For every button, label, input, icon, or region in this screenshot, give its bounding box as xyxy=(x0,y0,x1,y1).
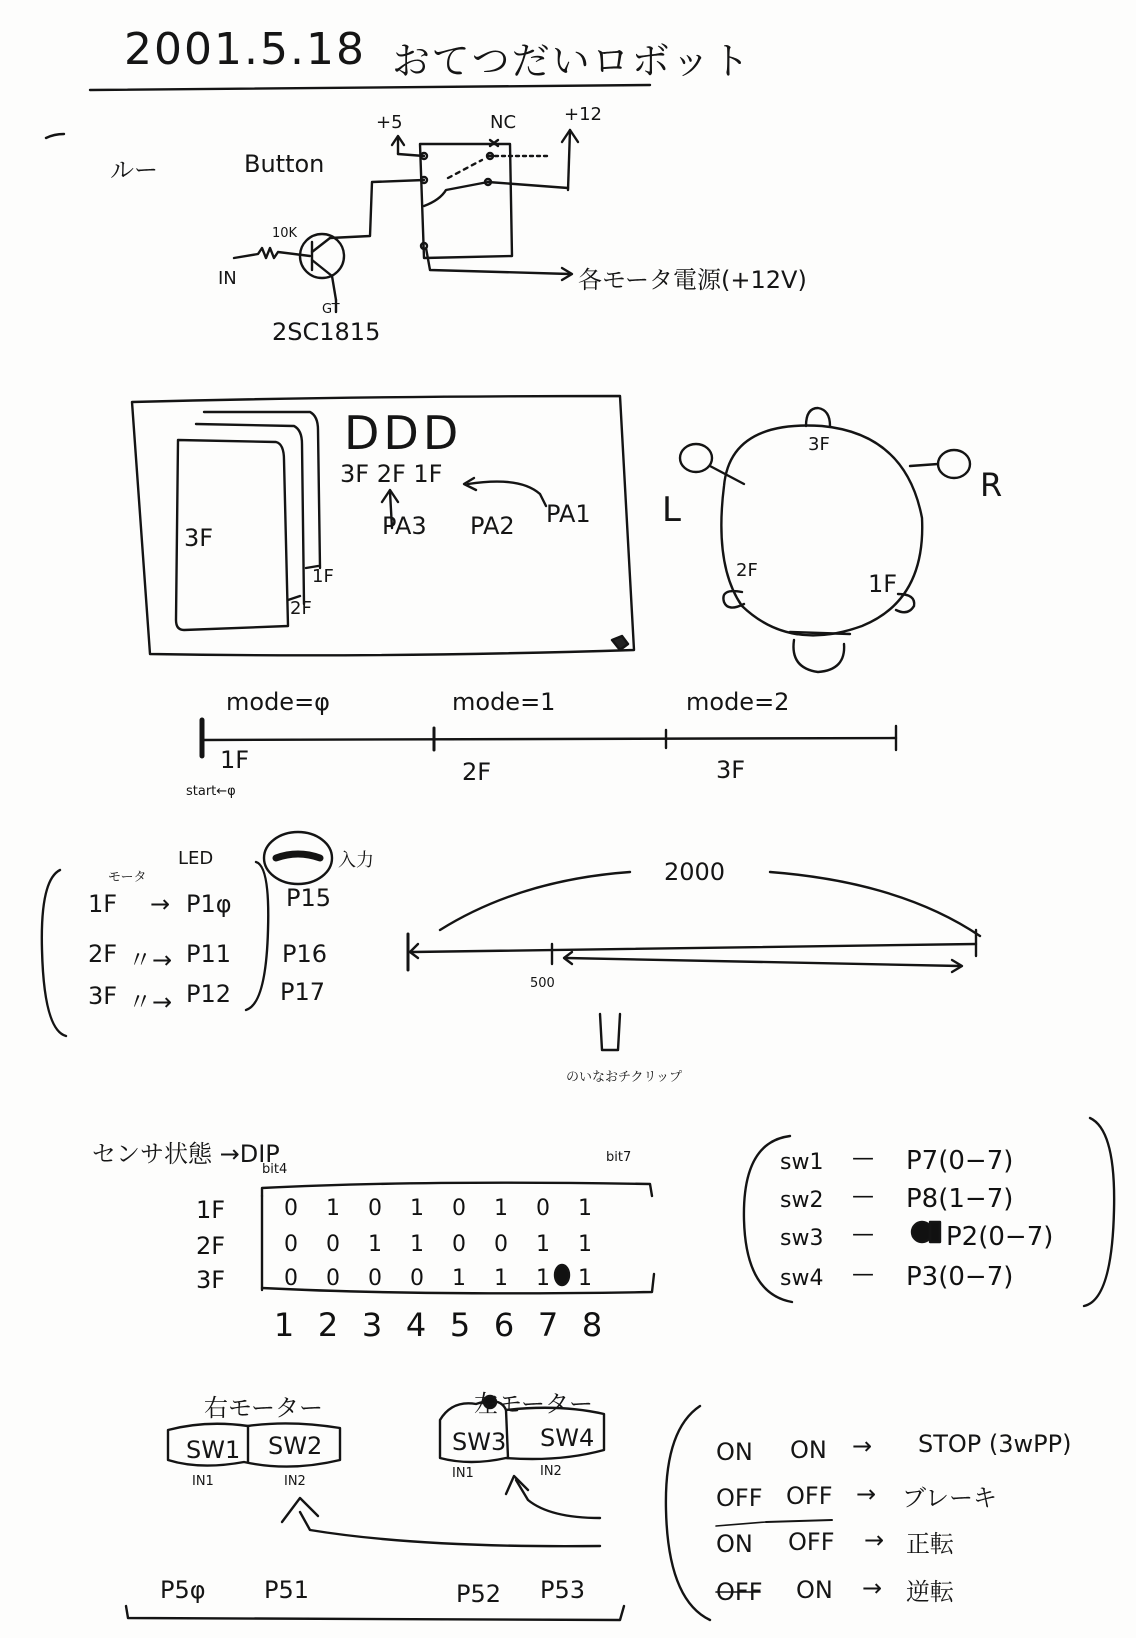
sw-port-2-dash: — xyxy=(852,1184,874,1209)
motor-in1-b: IN1 xyxy=(452,1466,474,1481)
motor-port-p51: P51 xyxy=(264,1576,310,1604)
dip-column-number: 5 xyxy=(449,1306,471,1344)
relay-v12-label: +12 xyxy=(564,104,602,125)
sw-port-4-port: P3(0−7) xyxy=(906,1262,1014,1292)
shelf-card-2f: 2F xyxy=(290,598,312,619)
sw-port-2-sw: sw2 xyxy=(780,1188,824,1213)
sw-port-2-port: P8(1−7) xyxy=(906,1184,1014,1214)
truth-row-4-arrow: → xyxy=(862,1574,883,1602)
robot-right-label: R xyxy=(980,466,1003,504)
dip-cell: 1 xyxy=(494,1266,508,1291)
shelf-pa1: PA1 xyxy=(546,500,591,528)
motor-sw3: SW3 xyxy=(452,1428,507,1456)
timer-arc-right xyxy=(770,872,980,936)
sw-port-4-dash: — xyxy=(852,1262,874,1287)
header-underline xyxy=(90,85,650,90)
truth-row-3-arrow: → xyxy=(864,1526,885,1554)
dip-cell: 1 xyxy=(536,1232,550,1257)
sw-port-1-dash: — xyxy=(852,1146,874,1171)
robot-right-sensor xyxy=(938,450,970,478)
dip-column-number: 1 xyxy=(273,1306,295,1344)
mode-0-label: mode=φ xyxy=(226,688,331,716)
dip-cell: 1 xyxy=(410,1232,424,1257)
header-title: おてつだいロボット xyxy=(392,39,752,83)
truth-row-3-a: ON xyxy=(716,1530,753,1558)
mode-timeline xyxy=(202,720,896,756)
truth-row-4-a: OFF xyxy=(716,1578,763,1606)
base-resistor xyxy=(234,248,310,258)
dip-cell: 1 xyxy=(326,1196,340,1221)
truth-row-3-b: OFF xyxy=(788,1528,835,1556)
motor-sw4: SW4 xyxy=(540,1424,595,1452)
dip-column-number: 6 xyxy=(493,1306,515,1344)
timer-mark-label: 500 xyxy=(530,976,555,991)
shelf-card-1f: 1F xyxy=(312,566,334,587)
dip-cell: 1 xyxy=(452,1266,466,1291)
motor-in2-a: IN2 xyxy=(284,1474,306,1489)
mode-1-label: mode=1 xyxy=(452,688,556,716)
dip-column-number: 3 xyxy=(361,1306,383,1344)
down-arrow xyxy=(600,1014,620,1050)
sw-port-3-port: P2(0−7) xyxy=(946,1222,1054,1252)
robot-left-label: L xyxy=(662,490,681,530)
dip-column-number: 4 xyxy=(405,1306,427,1344)
io-row-2-arrow: 〃→ xyxy=(128,946,173,974)
dip-cell: 0 xyxy=(494,1232,508,1257)
dip-row-2 xyxy=(270,1232,606,1257)
dip-cell: 1 xyxy=(578,1196,592,1221)
shelf-pa2: PA2 xyxy=(470,512,515,540)
truth-row-3-result: 正転 xyxy=(906,1530,954,1558)
dip-cell: 1 xyxy=(368,1232,382,1257)
truth-row-4-b: ON xyxy=(796,1576,833,1604)
robot-body xyxy=(721,426,922,636)
dip-row-3 xyxy=(270,1266,606,1291)
robot-1f-bump xyxy=(896,594,914,612)
dip-cell: 1 xyxy=(536,1266,550,1291)
robot-bottom-wheel xyxy=(794,640,845,672)
dip-row-2-floor: 2F xyxy=(196,1232,226,1260)
relay-output-label: 各モータ電源(+12V) xyxy=(578,266,807,294)
dip-bit-left: bit4 xyxy=(262,1162,288,1177)
mode-start-label: start←φ xyxy=(186,784,236,799)
dip-column-number: 8 xyxy=(581,1306,603,1344)
io-row-2-floor: 2F xyxy=(88,940,118,968)
truth-row-2-result: ブレーキ xyxy=(902,1484,998,1512)
sw-port-1-sw: sw1 xyxy=(780,1150,824,1175)
truth-row-1-b: ON xyxy=(790,1436,827,1464)
truth-row-1-result: STOP (3wPP) xyxy=(918,1430,1072,1458)
truth-row-2-b: OFF xyxy=(786,1482,833,1510)
io-motor-label: モータ xyxy=(108,870,147,885)
truth-row-1-a: ON xyxy=(716,1438,753,1466)
dip-cell: 0 xyxy=(326,1232,340,1257)
relay-in-label: IN xyxy=(218,268,237,289)
dip-cell: 0 xyxy=(452,1196,466,1221)
motor-port-p53: P53 xyxy=(540,1576,586,1604)
motor-port-p50: P5φ xyxy=(160,1576,206,1604)
relay-v5-label: +5 xyxy=(376,112,403,133)
dip-column-numbers xyxy=(262,1306,614,1344)
relay-gnd-label: GT xyxy=(322,302,340,317)
sw-port-3-sw: sw3 xyxy=(780,1226,824,1251)
io-row-2-out: P11 xyxy=(186,940,232,968)
dip-column-number: 2 xyxy=(317,1306,339,1344)
dip-row-1 xyxy=(270,1196,606,1221)
truth-row-4-result: 逆転 xyxy=(906,1578,954,1606)
relay-left-label: ルー xyxy=(110,156,158,184)
motor-sw2: SW2 xyxy=(268,1432,323,1460)
dip-cell: 0 xyxy=(368,1196,382,1221)
dip-cell: 0 xyxy=(536,1196,550,1221)
relay-nc-label: NC xyxy=(490,112,517,133)
motor-in1-a: IN1 xyxy=(192,1474,214,1489)
io-row-3-floor: 3F xyxy=(88,982,118,1010)
io-row-3-in: P17 xyxy=(280,978,326,1006)
dip-column-number: 7 xyxy=(537,1306,559,1344)
truth-row-2-arrow: → xyxy=(856,1480,877,1508)
io-row-3-arrow: 〃→ xyxy=(128,988,173,1016)
io-row-2-in: P16 xyxy=(282,940,328,968)
mode-1f-label: 1F xyxy=(220,746,250,774)
dip-cell: 0 xyxy=(284,1196,298,1221)
robot-2f-label: 2F xyxy=(736,560,758,581)
timer-total-label: 2000 xyxy=(664,858,726,886)
io-row-1-out: P1φ xyxy=(186,890,232,918)
mode-2-label: mode=2 xyxy=(686,688,790,716)
relay-resistor-label: 10K xyxy=(272,226,298,241)
shelf-card-3f: 3F xyxy=(184,524,214,552)
io-row-1-floor: 1F xyxy=(88,890,118,918)
robot-top-label: 3F xyxy=(808,434,830,455)
dip-cell: 1 xyxy=(578,1232,592,1257)
mode-3f-label: 3F xyxy=(716,756,746,784)
dip-cell: 0 xyxy=(326,1266,340,1291)
shelf-top-letters: DDD xyxy=(344,406,463,460)
dip-cell: 0 xyxy=(410,1266,424,1291)
mode-2f-label: 2F xyxy=(462,758,492,786)
io-led-header: LED xyxy=(178,848,214,869)
io-input-header: 入力 xyxy=(338,850,374,871)
dip-cell: 0 xyxy=(284,1266,298,1291)
robot-left-sensor xyxy=(680,444,712,472)
dip-bit-right: bit7 xyxy=(606,1150,632,1165)
motor-in2-b: IN2 xyxy=(540,1464,562,1479)
shelf-floors-row: 3F 2F 1F xyxy=(340,460,443,488)
dip-cell: 1 xyxy=(494,1196,508,1221)
io-row-1-arrow: → xyxy=(150,890,171,918)
timer-arc-left xyxy=(440,872,630,930)
dip-cell: 1 xyxy=(410,1196,424,1221)
header-date: 2001.5.18 xyxy=(124,24,366,75)
sw-port-4-sw: sw4 xyxy=(780,1266,824,1291)
relay-transistor-label: 2SC1815 xyxy=(272,318,381,346)
truth-row-1-arrow: → xyxy=(852,1432,873,1460)
robot-top-bump xyxy=(806,408,830,426)
dip-row-1-floor: 1F xyxy=(196,1196,226,1224)
dip-row-3-floor: 3F xyxy=(196,1266,226,1294)
motor-port-p52: P52 xyxy=(456,1580,502,1608)
dip-title: センサ状態 →DIP xyxy=(92,1140,280,1168)
right-motor-label: 右モーター xyxy=(204,1394,324,1422)
io-row-1-in: P15 xyxy=(286,884,332,912)
timer-drawing xyxy=(408,872,980,1050)
truth-row-2-a: OFF xyxy=(716,1484,763,1512)
shelf-pa3: PA3 xyxy=(382,512,427,540)
sw-port-1-port: P7(0−7) xyxy=(906,1146,1014,1176)
dip-cell: 0 xyxy=(452,1232,466,1257)
stray-mark xyxy=(46,134,64,138)
motor-sw1: SW1 xyxy=(186,1436,241,1464)
timer-note-label: のいなおチクリップ xyxy=(566,1070,682,1085)
dip-cell: 1 xyxy=(578,1266,592,1291)
sw-port-3-dash: — xyxy=(852,1222,874,1247)
left-motor-label: 左モーター xyxy=(474,1390,594,1418)
dip-cell: 0 xyxy=(368,1266,382,1291)
relay-button-label: Button xyxy=(244,150,325,178)
io-row-3-out: P12 xyxy=(186,980,232,1008)
dip-cell: 0 xyxy=(284,1232,298,1257)
robot-1f-label: 1F xyxy=(868,570,898,598)
